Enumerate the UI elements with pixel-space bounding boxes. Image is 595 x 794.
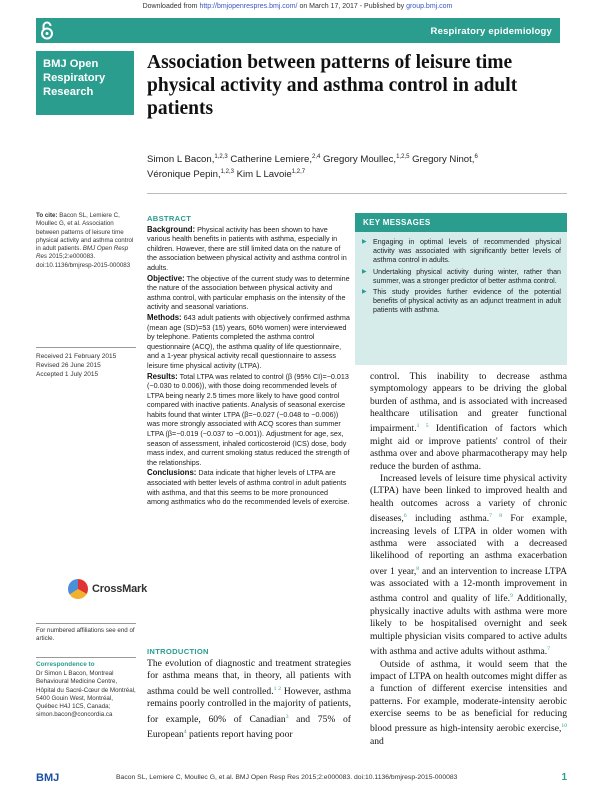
abstract-objective [147,274,351,312]
cite-label: To cite: [36,212,58,219]
author-affiliation: 1,2,7 [291,169,306,176]
crossmark-badge[interactable] [68,578,164,600]
body-text: patients report having poor [186,729,293,741]
brand-line-1: BMJ Open [43,58,99,70]
key-messages-list [355,232,567,316]
received-date: Received 21 February 2015 [36,353,117,360]
body-text: including asthma. [406,513,490,525]
bmj-logo: BMJ [36,772,60,784]
abstract-methods [147,313,351,371]
brand-line-2: Respiratory [43,72,106,84]
body-text: For example, increasing levels of LTPA in older women with asthma were associated with a decreased likelihood of reporting an asthma exacerbation over 1 year, [370,513,567,577]
author-name: Catherine Lemiere, [230,154,312,166]
abstract-text: The objective of the current study was to determine the nature of the association between physical activity and asthma control, with particular emphasis on the intensity of the activity and seasonal variations. [147,273,350,312]
introduction-body [147,658,351,742]
body-text: Increased levels of leisure time physical activity (LTPA) have been linked to improved health and health outcomes across a variety of chronic diseases, [370,472,567,525]
article-title: Association between patterns of leisure time physical activity and asthma control in adult patients [147,52,518,119]
key-messages-heading: KEY MESSAGES [355,213,567,232]
cite-journal: BMJ Open Resp Res [36,245,129,261]
author-name: Véronique Pepin, [147,169,221,181]
list-item [362,238,561,266]
download-prefix: Downloaded from [142,3,198,10]
abstract-label: Methods: [147,312,182,322]
divider [147,193,567,194]
paragraph [370,473,567,659]
cite-rest: 2015;2:e000083. doi:10.1136/bmjresp-2015-000083 [36,253,131,269]
reference-link[interactable]: 1 2 [273,685,282,692]
section-label: Respiratory epidemiology [430,26,552,37]
abstract-label: Background: [147,224,196,234]
abstract-results [147,372,351,468]
author-list [147,151,567,181]
author-affiliation: 1,2,3 [214,154,228,160]
revised-date: Revised 26 June 2015 [36,362,101,369]
bullet-triangle-icon: ▶ [362,289,367,296]
reference-link[interactable]: 7 8 [489,512,503,519]
author-affiliation: 6 [474,154,478,160]
author-name: Simon L Bacon, [147,154,215,166]
correspondence-text: Dr Simon L Bacon, Montreal Behavioural Medicine Centre, Hôpital du Sacré-Cœur de Montréal, 5400 Gouin West, Montréal, Québec H4J 1C5, Canada; simon.bacon@concordia.ca [36,670,136,719]
abstract [147,214,351,508]
author-name: Gregory Moullec, [323,154,397,166]
publisher-link[interactable]: group.bmj.com [406,3,453,10]
abstract-text: Total LTPA was related to control (β (95% CI)=−0.013 (−0.030 to 0.006)), with those doing recommended levels of LTPA being nearly 2.5 times more likely to have good control compared with inactive patients. Analysis of seasonal exercise habits found that winter LTPA (β=−0.027 (−0.048 to −0.006)) was more strongly associated with ACQ scores than summer LTPA (β=−0.019 (−0.037 to −0.001)). Adjustment for age, sex, season of assessment, inhaled corticosteroid (ICS) dose, body mass index, and current smoking status reduced the strength of the relationships. [147,371,350,467]
open-access-icon [40,21,54,40]
abstract-text: 643 adult patients with objectively confirmed asthma (mean age (SD)=53 (15) years, 60% women) were interviewed by telephone. Patients completed the asthma control questionnaire (ACQ), the asthma quality of life questionnaire, and a 1-year physical activity recall questionnaire to assess leisure time physical activity (LTPA). [147,312,350,370]
body-column-right [370,371,567,748]
body-text: However, asthma remains poorly controlled in the majority of patients, for example, 60% of Canadian [147,685,351,725]
reference-link[interactable]: 10 [561,723,567,730]
body-text: and 75% of European [147,713,352,741]
paragraph [147,658,351,742]
abstract-label: Conclusions: [147,468,197,478]
brand-line-3: Research [43,86,94,98]
download-middle: on March 17, 2017 - Published by [299,3,405,10]
body-text: control. This inability to decrease asthma symptomology appears to be driving the global burden of asthma, and is associated with increased healthcare utilisation and greater functional impairment. [370,371,567,435]
page-footer [36,772,567,786]
body-text: The evolution of diagnostic and treatment strategies for asthma means that, in theory, all patients with asthma could be well controlled. [147,658,351,697]
abstract-label: Results: [147,371,178,381]
list-item [362,288,561,316]
reference-link[interactable]: 8 [416,565,420,572]
introduction-heading: INTRODUCTION [147,647,209,656]
bullet-triangle-icon: ▶ [362,268,367,275]
article-dates [36,352,136,379]
affiliations-note: For numbered affiliations see end of article. [36,627,135,643]
source-link[interactable]: http://bmjopenrespres.bmj.com/ [199,3,298,10]
divider [36,623,136,624]
reference-link[interactable]: 6 [403,512,407,519]
paragraph [370,659,567,749]
author-affiliation: 1,2,3 [220,169,234,176]
key-message-text: This study provides further evidence of the potential benefits of physical activity as an adjunct treatment in adult patients with asthma. [373,288,561,315]
divider [36,657,136,658]
bullet-triangle-icon: ▶ [362,239,367,245]
accepted-date: Accepted 1 July 2015 [36,371,99,378]
divider [36,347,136,348]
reference-link[interactable]: 1 5 [416,423,429,430]
abstract-text: Data indicate that higher levels of LTPA are associated with better levels of asthma control in adult patients with asthma, and that this seems to be more pronounced among asthmatics who do the recommended levels of exercise. [147,468,350,507]
author-affiliation: 2,4 [312,154,321,160]
reference-link[interactable]: 7 [547,645,550,652]
key-message-text: Engaging in optimal levels of recommended physical activity was associated with significantly better levels of asthma control in adults. [373,238,561,265]
citation-block [36,212,136,270]
abstract-text: Physical activity has been shown to have various health benefits in patients with asthma, especially in children. However, there are still limited data on the nature of the association between physical activity and asthma control in adults. [147,224,347,272]
body-text: Outside of asthma, it would seem that the impact of LTPA on health outcomes might differ as a function of different exercise intensities and patterns. For example, moderate-intensity aerobic exercise seems to be as beneficial for reducing blood pressure as high-intensity aerobic exercise, [370,658,567,735]
abstract-conclusions [147,468,351,506]
download-notice [0,3,595,10]
author-affiliation: 1,2,5 [396,154,410,160]
list-item [362,268,561,286]
key-message-text: Undertaking physical activity during winter, rather than summer, was a stronger predictor of better asthma control. [373,267,561,285]
body-text: Identification of factors which might aid or improve patients' control of their asthma over and above pharmacotherapy may help reduce the burden of asthma. [370,423,567,472]
author-name: Gregory Ninot, [412,154,475,166]
footer-citation: Bacon SL, Lemiere C, Moullec G, et al. BMJ Open Resp Res 2015;2:e000083. doi:10.1136/bmjresp-2015-000083 [116,774,458,781]
abstract-heading: ABSTRACT [147,214,192,223]
author-name: Kim L Lavoie [236,169,292,181]
reference-link[interactable]: 4 [183,729,187,736]
body-text: Additionally, physically inactive adults with asthma were more likely to be hospitalised overnight and seek multiple physician visits compared to active adults with asthma and active adults without asthma. [370,593,567,658]
paragraph [370,371,567,473]
journal-brand [36,51,134,115]
reference-link[interactable]: 3 [285,713,289,720]
crossmark-icon [68,579,88,599]
abstract-label: Objective: [147,273,185,283]
body-text: and an intervention to increase LTPA was associated with a 12-month improvement in asthma control and quality of life. [370,565,567,605]
correspondence-heading: Correspondence to [36,661,95,668]
key-messages-box [355,213,567,365]
page-number: 1 [561,772,567,783]
body-text: and [370,735,384,747]
crossmark-label: CrossMark [92,583,148,595]
abstract-background [147,225,351,273]
cite-text: Bacon SL, Lemiere C, Moullec G, et al. Association between patterns of leisure time physical activity and asthma control in adult patients. [36,212,134,253]
reference-link[interactable]: 9 [510,593,513,600]
section-bar [36,18,560,43]
